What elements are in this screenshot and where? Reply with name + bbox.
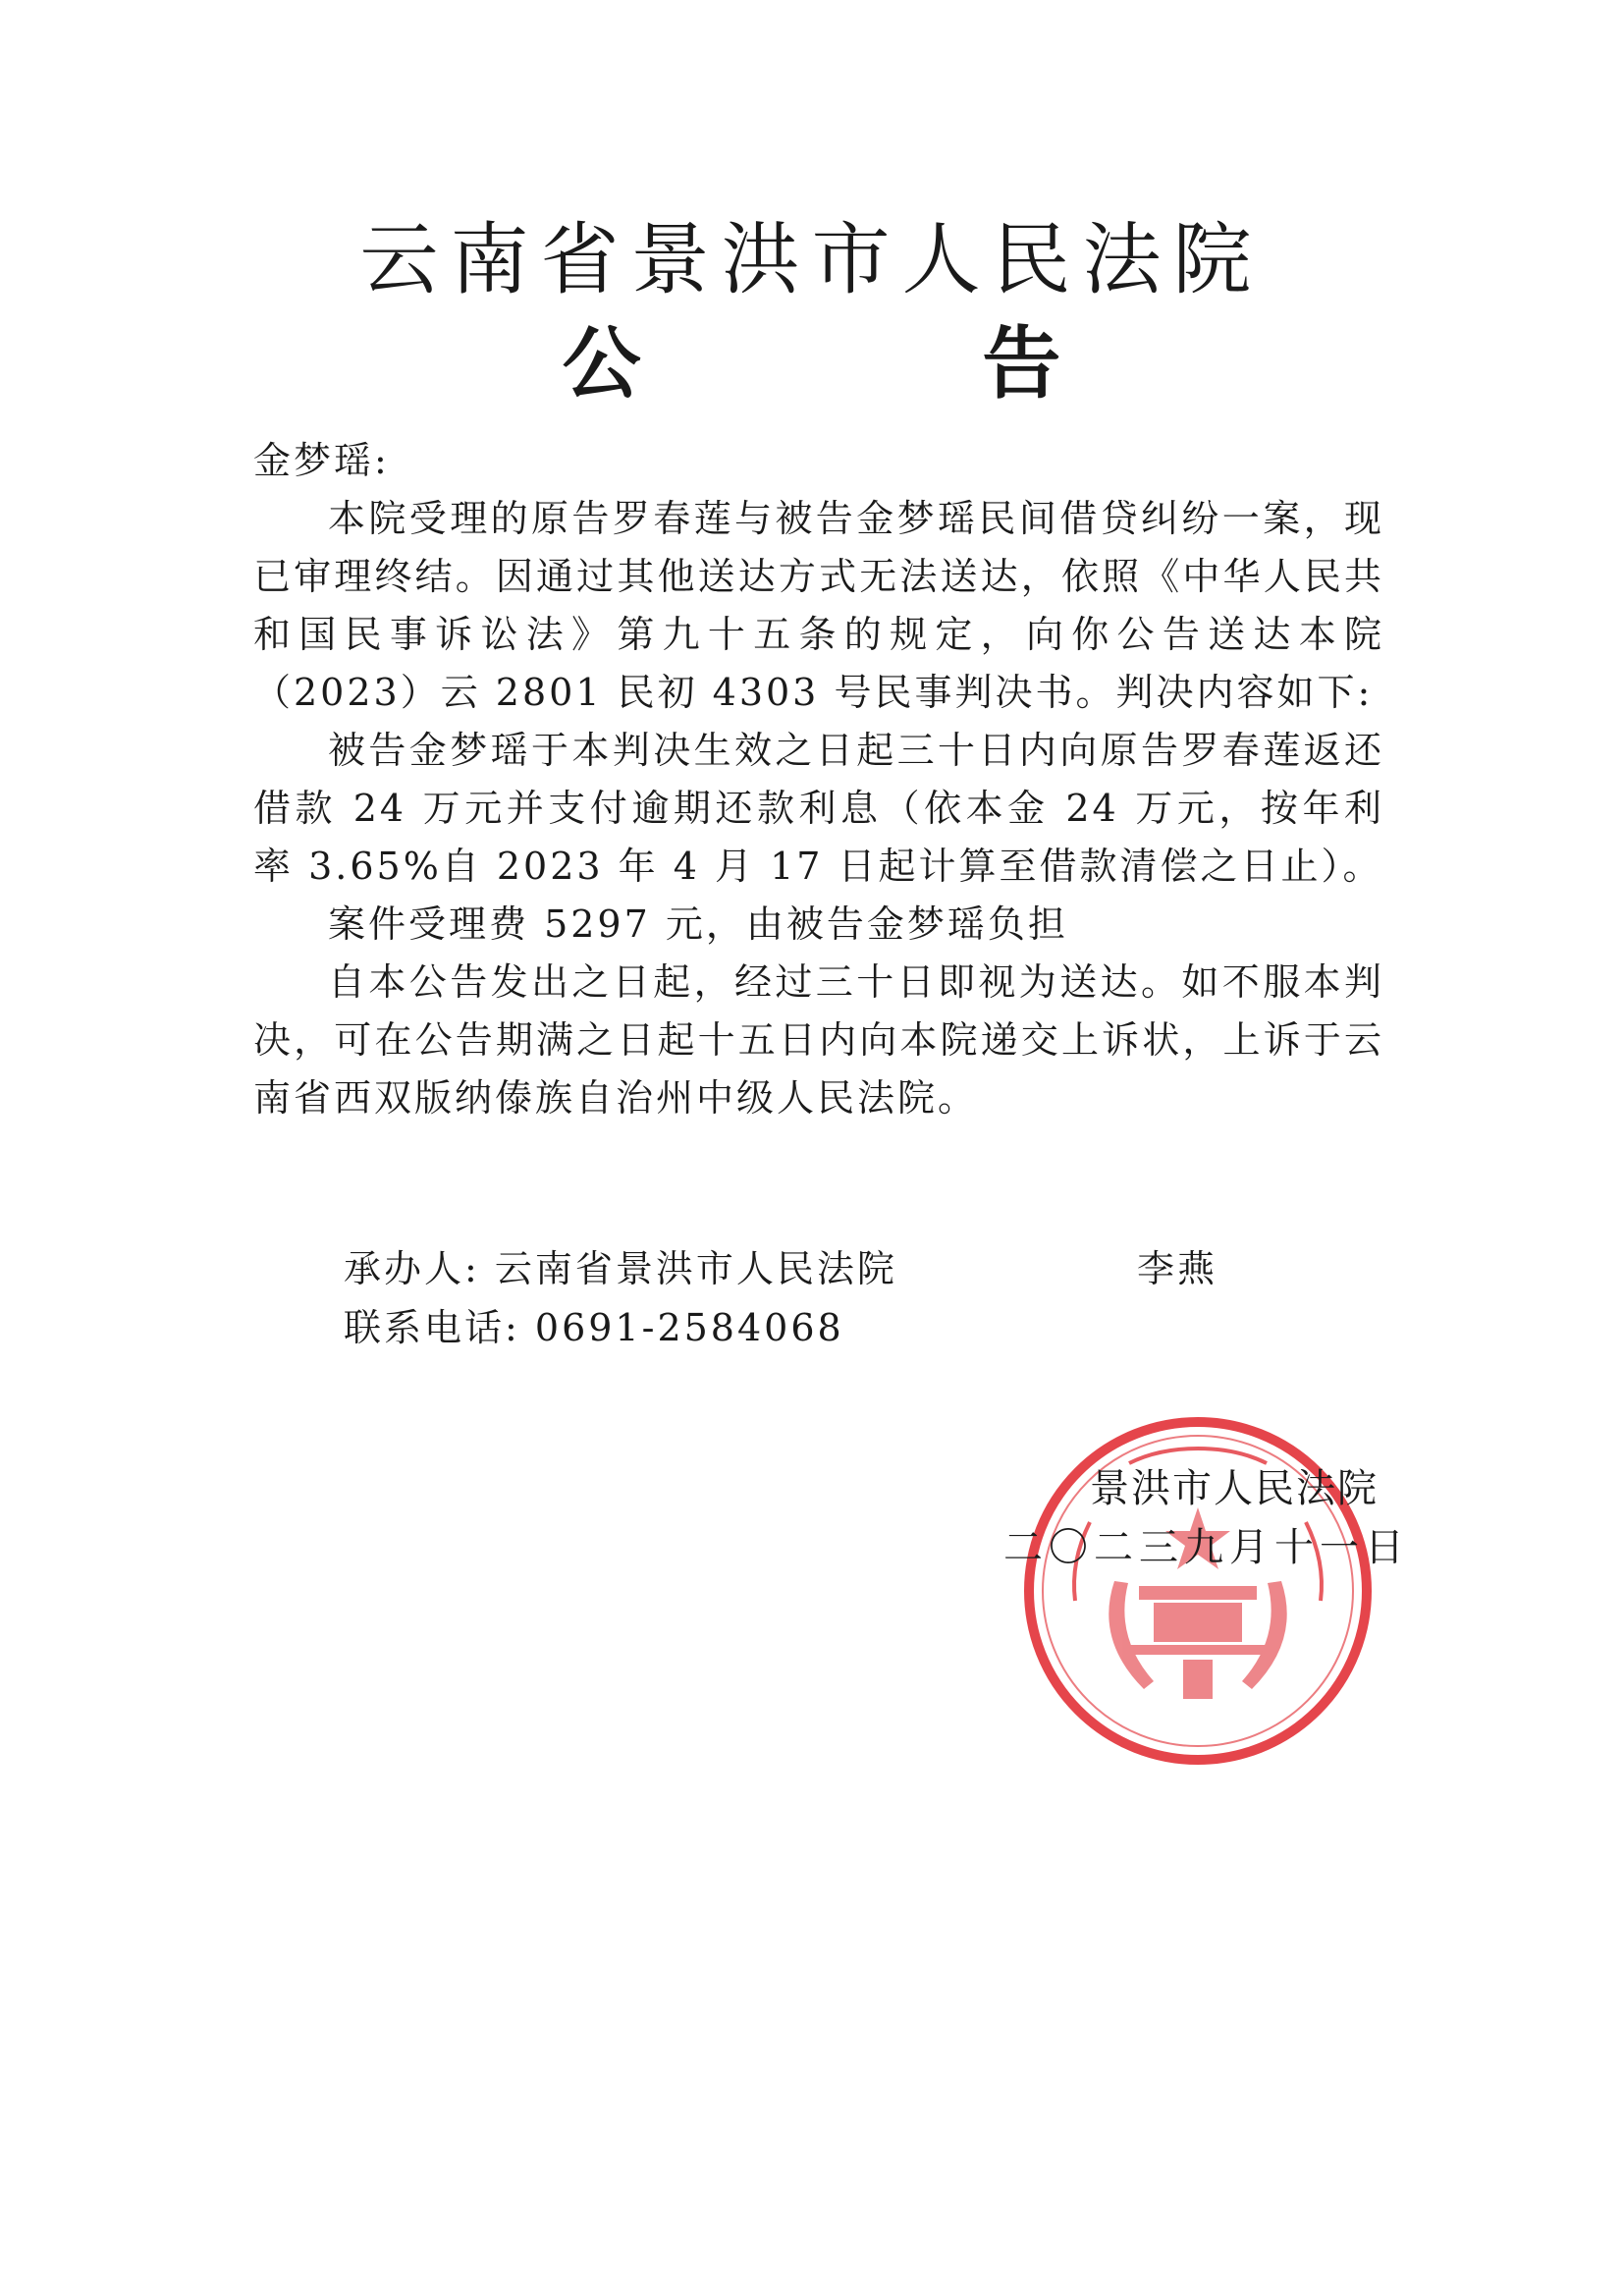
addressee: 金梦瑶: bbox=[253, 439, 390, 482]
paragraph-judgment: 被告金梦瑶于本判决生效之日起三十日内向原告罗春莲返还借款 24 万元并支付逾期还款利息（依本金 24 万元，按年利率 3.65%自 2023 年 4 月 17 日起计算至借款清偿之日止）。 bbox=[253, 729, 1384, 888]
phone-row bbox=[344, 1298, 897, 1357]
handler-name: 李燕 bbox=[1137, 1247, 1218, 1290]
handler-row bbox=[344, 1239, 897, 1298]
signature-court: 景洪市人民法院 bbox=[1090, 1466, 1379, 1511]
contact-block bbox=[344, 1239, 897, 1357]
phone-number: 0691-2584068 bbox=[534, 1306, 844, 1349]
notice-body bbox=[253, 432, 1384, 1127]
court-title: 云南省景洪市人民法院 bbox=[359, 214, 1264, 305]
signature-date: 二〇二三九月十一日 bbox=[1003, 1525, 1410, 1570]
doc-type-title: 公 告 bbox=[562, 317, 1218, 410]
paragraph-case: 本院受理的原告罗春莲与被告金梦瑶民间借贷纠纷一案，现已审理终结。因通过其他送达方式无法送达，依照《中华人民共和国民事诉讼法》第九十五条的规定，向你公告送达本院（2023）云 2801 民初 4303 号民事判决书。判决内容如下: bbox=[253, 497, 1384, 714]
handler-label: 承办人: bbox=[344, 1247, 480, 1290]
paragraph-appeal: 自本公告发出之日起，经过三十日即视为送达。如不服本判决，可在公告期满之日起十五日内向本院递交上诉状，上诉于云南省西双版纳傣族自治州中级人民法院。 bbox=[253, 960, 1384, 1120]
phone-label: 联系电话: bbox=[344, 1306, 520, 1349]
paragraph-fee: 案件受理费 5297 元，由被告金梦瑶负担 bbox=[328, 902, 1068, 946]
handler-court: 云南省景洪市人民法院 bbox=[494, 1247, 897, 1290]
